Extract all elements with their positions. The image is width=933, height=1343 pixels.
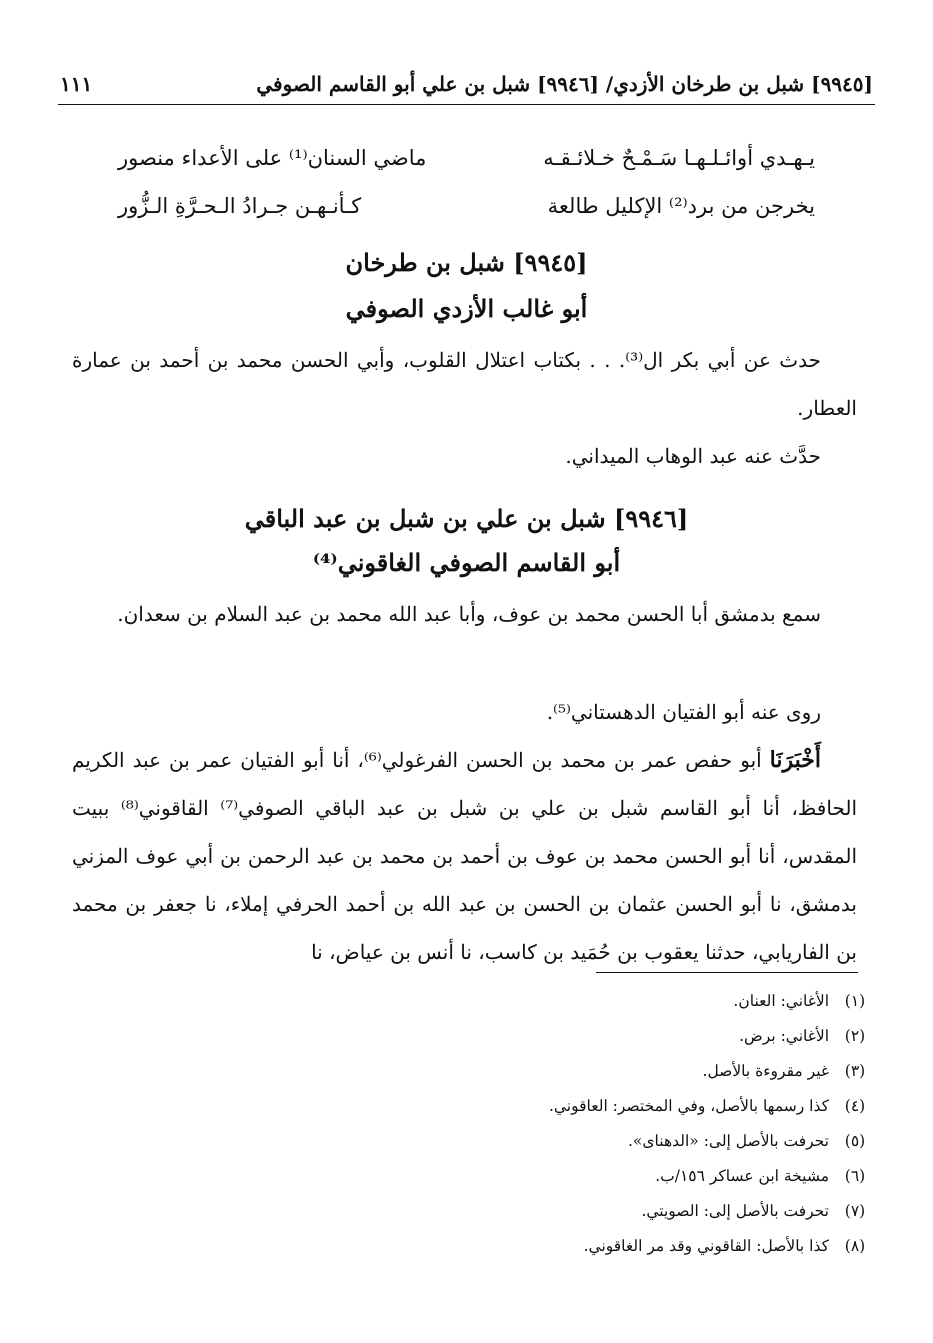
footnote-text: كذا بالأصل: القاقوني وقد مر الغاقوني. (583, 1237, 829, 1255)
entry-heading: [٩٩٤٦] شبل بن علي بن شبل بن عبد الباقي (244, 504, 689, 533)
footnote-text: كذا رسمها بالأصل، وفي المختصر: العاقوني. (548, 1097, 829, 1115)
running-head (60, 64, 873, 104)
footnote (60, 1194, 869, 1229)
footnote-text: تحرفت بالأصل إلى: الصويتي. (641, 1202, 829, 1220)
entry-paragraph: حدَّث عنه عبد الوهاب الميداني. (565, 444, 821, 468)
footnote-number: (٨) (844, 1237, 866, 1255)
page-number: ١١١ (60, 72, 93, 96)
header-rule (58, 104, 875, 105)
entry-heading: [٩٩٤٥] شبل بن طرخان (345, 248, 588, 277)
verse-line (118, 186, 815, 226)
entry-subheading: أبو القاسم الصوفي الغاقوني⁽⁴⁾ (312, 548, 621, 577)
footnote-text: غير مقروءة بالأصل. (702, 1062, 829, 1080)
footnote-number: (٣) (844, 1062, 866, 1080)
footnotes-list (60, 984, 869, 1264)
footnote-number: (١) (844, 992, 866, 1010)
footnote (60, 984, 869, 1019)
footnote-text: تحرفت بالأصل إلى: «الدهناى». (628, 1132, 829, 1150)
verse-second-hemistich: ماضي السنان⁽¹⁾ على الأعداء منصور (118, 146, 427, 170)
footnote-number: (٧) (844, 1202, 866, 1220)
verse-second-hemistich: كـأنـهـن جـرادُ الـحـرَّةِ الـزُّور (118, 194, 362, 218)
footnote-number: (٥) (844, 1132, 866, 1150)
verse-first-hemistich: يخرجن من برد⁽²⁾ الإكليل طالعة (547, 194, 815, 218)
verse-first-hemistich: يـهـدي أوائـلـهـا سَـمْـحٌ خـلائـقـه (543, 146, 815, 170)
running-head-title: [٩٩٤٥] شبل بن طرخان الأزدي/ [٩٩٤٦] شبل بن علي أبو القاسم الصوفي (256, 72, 873, 96)
isnad-paragraph (72, 736, 857, 976)
isnad-text: أبو حفص عمر بن محمد بن الحسن الفرغولي⁽⁶⁾، أنا أبو الفتيان عمر بن عبد الكريم الحافظ، أنا أبو القاسم شبل بن علي بن شبل بن عبد الباقي الصوفي⁽⁷⁾ القاقوني⁽⁸⁾ ببيت المقدس، أنا أبو الحسن محمد بن عوف بن أحمد بن محمد بن عبد الرحمن بن أبي عوف المزني بدمشق، نا أبو الحسن عثمان بن الحسن بن عبد الله بن أحمد الحرفي إملاء، نا جعفر بن محمد بن الفاريابي، حدثنا يعقوب بن حُمَيد بن كاسب، نا أنس بن عياض، نا (72, 748, 858, 964)
footnote (60, 1054, 869, 1089)
entry-paragraph: حدث عن أبي بكر ال⁽³⁾. . . بكتاب اعتلال القلوب، وأبي الحسن محمد بن أحمد بن عمارة العطار. (72, 348, 857, 420)
isnad-keyword: أَخْبَرَنَا (769, 747, 821, 773)
footnote (60, 1159, 869, 1194)
verse-line (118, 138, 815, 178)
footnote (60, 1229, 869, 1264)
footnote-number: (٢) (844, 1027, 866, 1045)
footnote-number: (٦) (844, 1167, 866, 1185)
footnote-number: (٤) (844, 1097, 866, 1115)
entry-paragraph: سمع بدمشق أبا الحسن محمد بن عوف، وأبا عبد الله محمد بن عبد السلام بن سعدان. (117, 602, 821, 626)
footnote-text: مشيخة ابن عساكر ١٥٦/ب. (655, 1167, 829, 1185)
footnote (60, 1019, 869, 1054)
footnote-text: الأغاني: برض. (739, 1027, 829, 1045)
footnote (60, 1089, 869, 1124)
footnote-rule (596, 972, 858, 973)
entry-paragraph: روى عنه أبو الفتيان الدهستاني⁽⁵⁾. (546, 700, 821, 724)
footnote (60, 1124, 869, 1159)
entry-subheading: أبو غالب الأزدي الصوفي (345, 294, 588, 323)
footnote-text: الأغاني: العنان. (733, 992, 829, 1010)
